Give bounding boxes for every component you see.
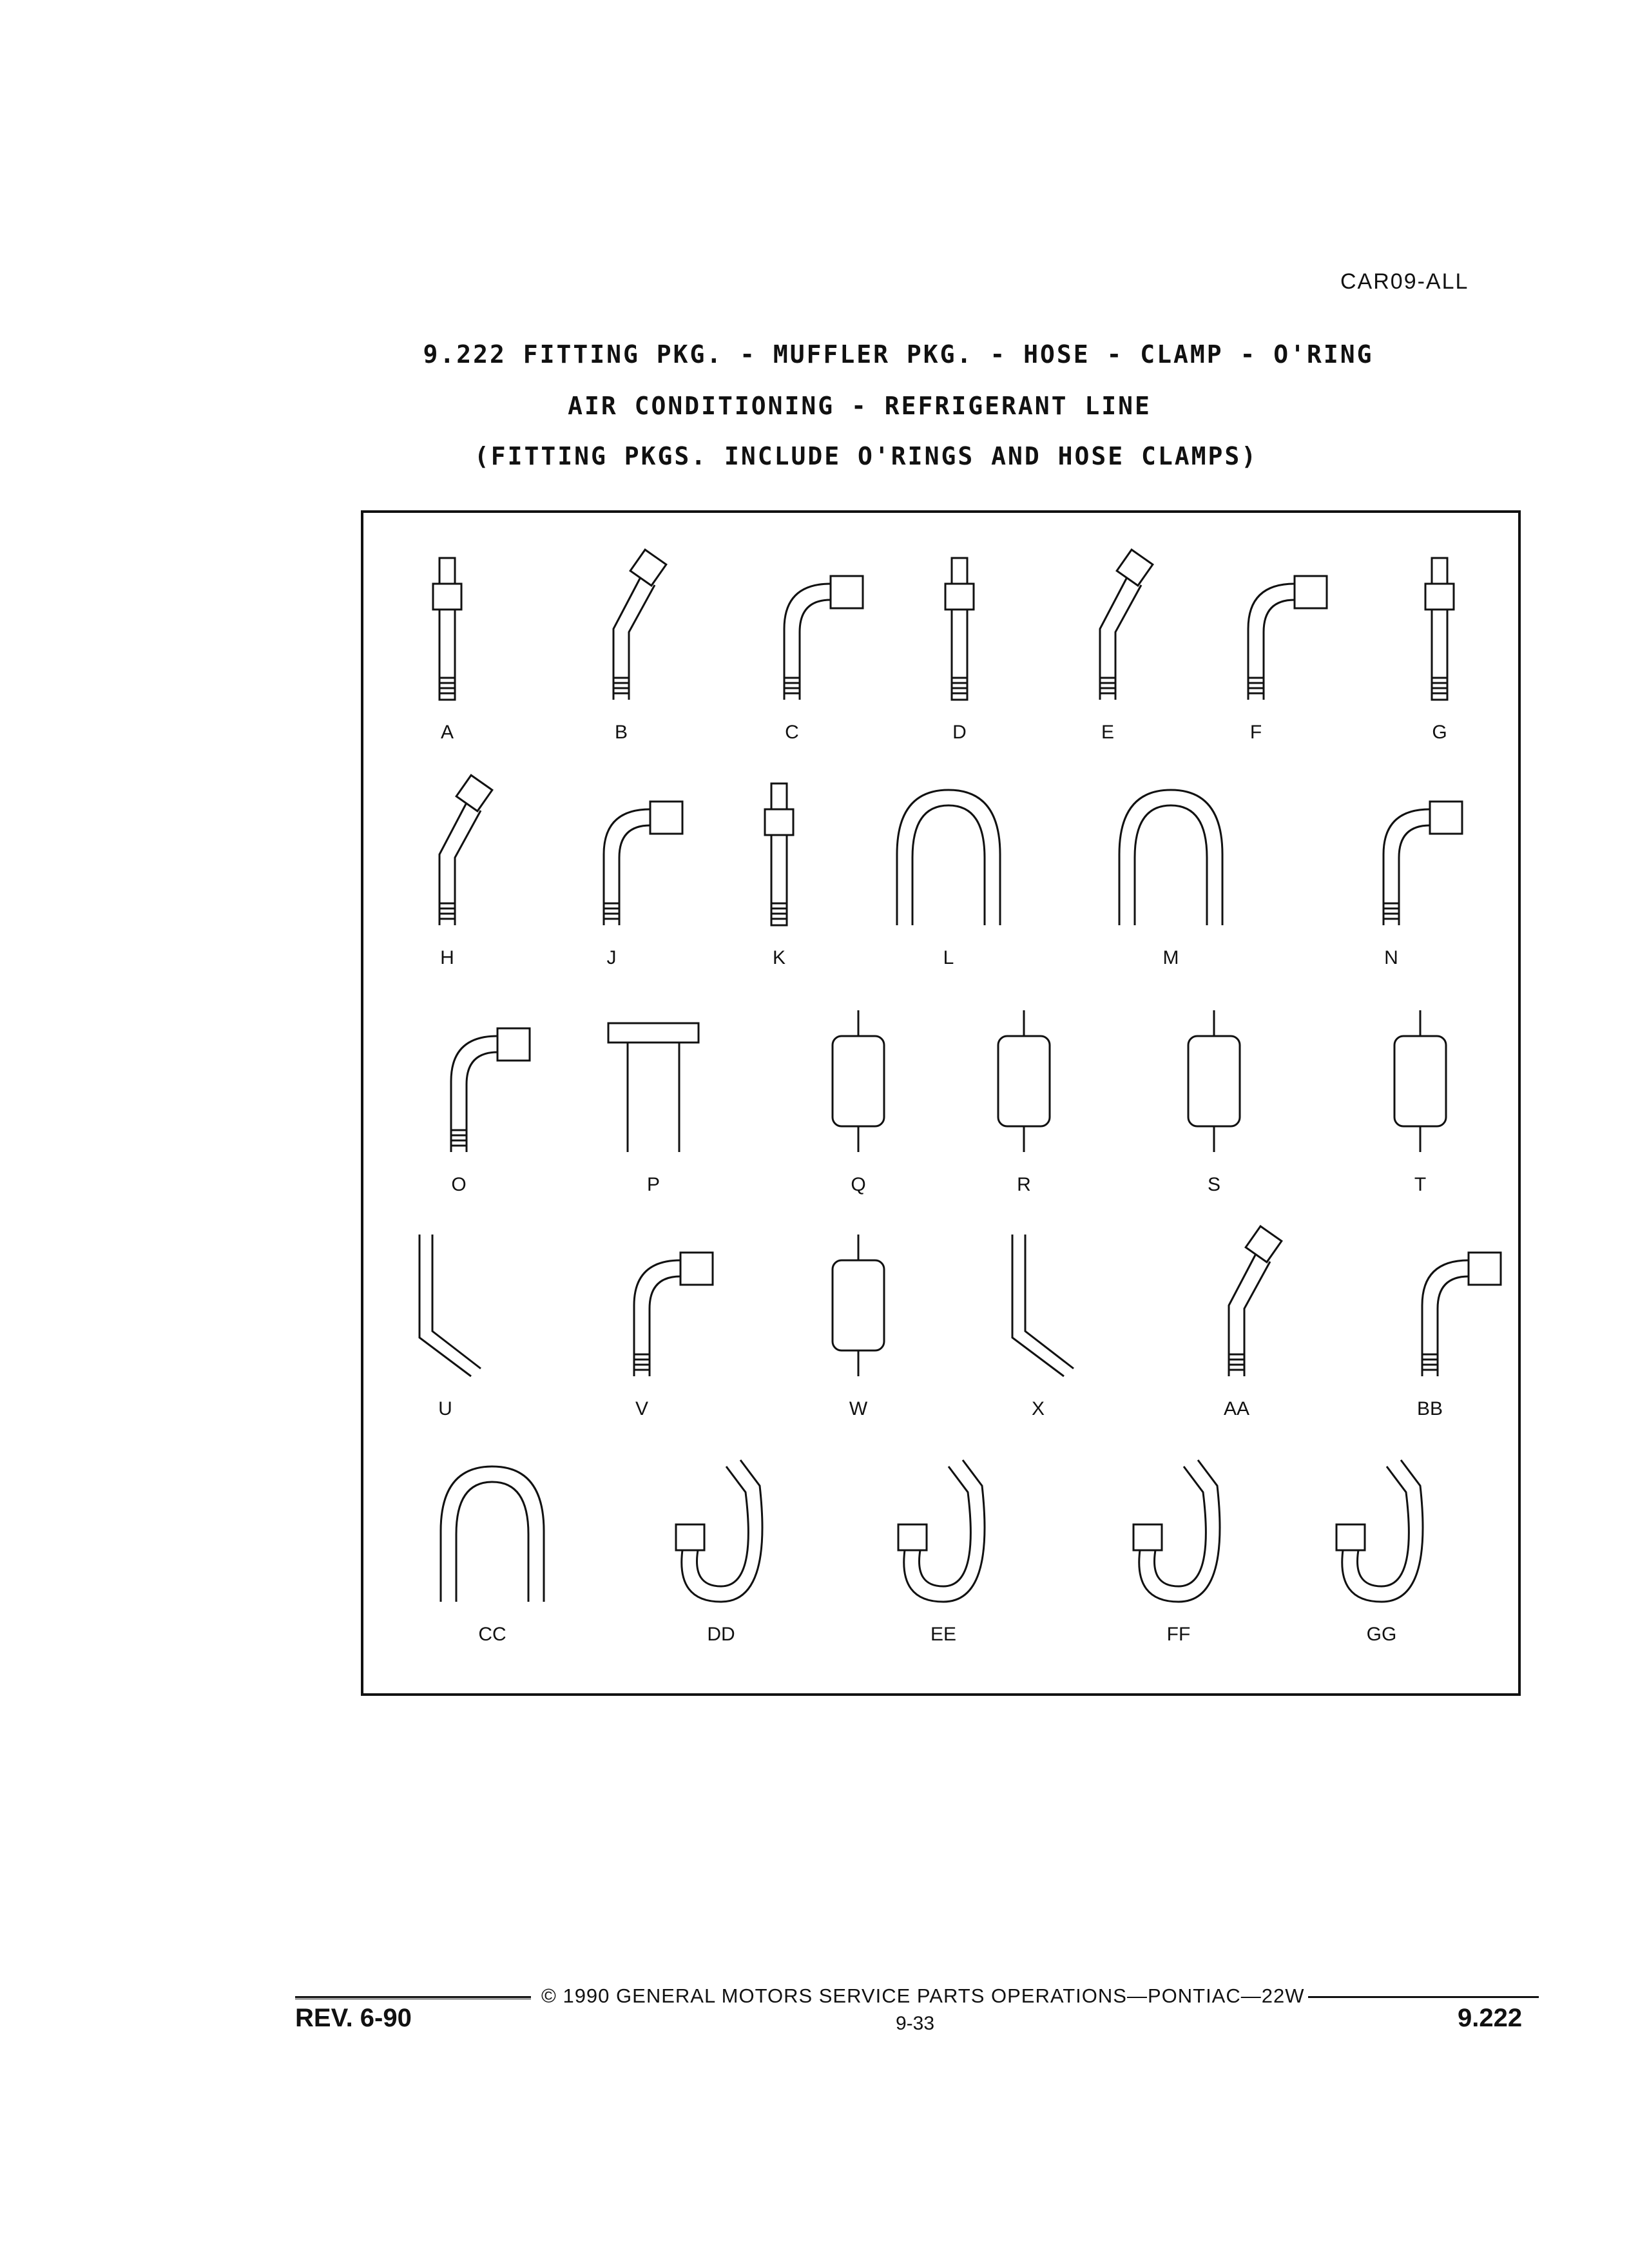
- part-label-r: R: [1017, 1174, 1031, 1195]
- part-drawing-bb: [1422, 1253, 1501, 1376]
- part-label-n: N: [1384, 947, 1398, 968]
- parts-illustration-frame: [361, 510, 1521, 1696]
- part-drawing-b: [613, 550, 666, 700]
- part-label-j: J: [606, 947, 617, 968]
- part-drawing-q: [833, 1010, 884, 1152]
- header-line-2: AIR CONDITIONING - REFRIGERANT LINE: [568, 392, 1152, 420]
- part-drawing-r: [998, 1010, 1050, 1152]
- part-drawing-m: [1119, 790, 1222, 925]
- footer-rule-right: [1308, 1996, 1539, 1998]
- part-drawing-c: [784, 576, 863, 700]
- part-drawing-f: [1248, 576, 1327, 700]
- header-line-1: 9.222 FITTING PKG. - MUFFLER PKG. - HOSE - CLAMP - O'RING: [423, 340, 1374, 369]
- part-label-d: D: [952, 722, 967, 743]
- part-drawing-v: [634, 1253, 713, 1376]
- part-label-cc: CC: [478, 1624, 506, 1645]
- part-label-bb: BB: [1416, 1398, 1443, 1419]
- part-label-t: T: [1414, 1174, 1427, 1195]
- part-drawing-j: [604, 802, 682, 925]
- part-label-k: K: [772, 947, 786, 968]
- part-drawing-p: [608, 1023, 699, 1152]
- part-label-aa: AA: [1223, 1398, 1250, 1419]
- copyright-text: © 1990 GENERAL MOTORS SERVICE PARTS OPERATIONS—PONTIAC—22W: [541, 1984, 1305, 2007]
- part-drawing-s: [1188, 1010, 1240, 1152]
- part-label-gg: GG: [1366, 1624, 1397, 1645]
- part-label-a: A: [440, 722, 454, 743]
- part-drawing-d: [945, 558, 974, 700]
- part-drawing-ee: [898, 1460, 985, 1602]
- part-drawing-aa: [1229, 1226, 1282, 1376]
- part-drawing-e: [1100, 550, 1153, 700]
- part-label-h: H: [440, 947, 454, 968]
- part-drawing-x: [1012, 1235, 1074, 1376]
- section-number: 9.222: [1458, 2004, 1523, 2032]
- header-line-3: (FITTING PKGS. INCLUDE O'RINGS AND HOSE CLAMPS): [474, 442, 1258, 470]
- part-label-c: C: [785, 722, 799, 743]
- part-drawing-l: [897, 790, 1000, 925]
- part-label-g: G: [1432, 722, 1447, 743]
- part-drawing-t: [1394, 1010, 1446, 1152]
- part-label-p: P: [646, 1174, 660, 1195]
- part-drawing-gg: [1336, 1460, 1423, 1602]
- part-drawing-dd: [676, 1460, 762, 1602]
- part-drawing-o: [451, 1028, 530, 1152]
- part-drawing-a: [433, 558, 461, 700]
- part-label-w: W: [849, 1398, 868, 1419]
- revision-label: REV. 6-90: [295, 2004, 412, 2032]
- part-label-m: M: [1162, 947, 1179, 968]
- part-label-dd: DD: [707, 1624, 735, 1645]
- part-label-o: O: [451, 1174, 467, 1195]
- part-drawing-n: [1383, 802, 1462, 925]
- part-drawing-w: [833, 1235, 884, 1376]
- part-label-u: U: [438, 1398, 452, 1419]
- catalog-code: CAR09-ALL: [1340, 269, 1469, 294]
- part-label-f: F: [1249, 722, 1262, 743]
- part-drawing-u: [419, 1235, 481, 1376]
- part-drawing-ff: [1133, 1460, 1220, 1602]
- part-drawing-g: [1425, 558, 1454, 700]
- footer-rule-left: [295, 1996, 531, 1998]
- part-label-x: X: [1031, 1398, 1045, 1419]
- part-label-e: E: [1101, 722, 1115, 743]
- part-drawing-cc: [441, 1466, 544, 1602]
- part-label-v: V: [635, 1398, 649, 1419]
- part-label-s: S: [1207, 1174, 1221, 1195]
- page-number: 9-33: [896, 2013, 935, 2034]
- part-label-b: B: [614, 722, 628, 743]
- part-label-q: Q: [851, 1174, 866, 1195]
- parts-illustration: [363, 513, 1523, 1698]
- part-label-l: L: [943, 947, 954, 968]
- part-label-ee: EE: [930, 1624, 957, 1645]
- part-drawing-k: [765, 783, 793, 925]
- part-drawing-h: [439, 775, 492, 925]
- part-label-ff: FF: [1166, 1624, 1191, 1645]
